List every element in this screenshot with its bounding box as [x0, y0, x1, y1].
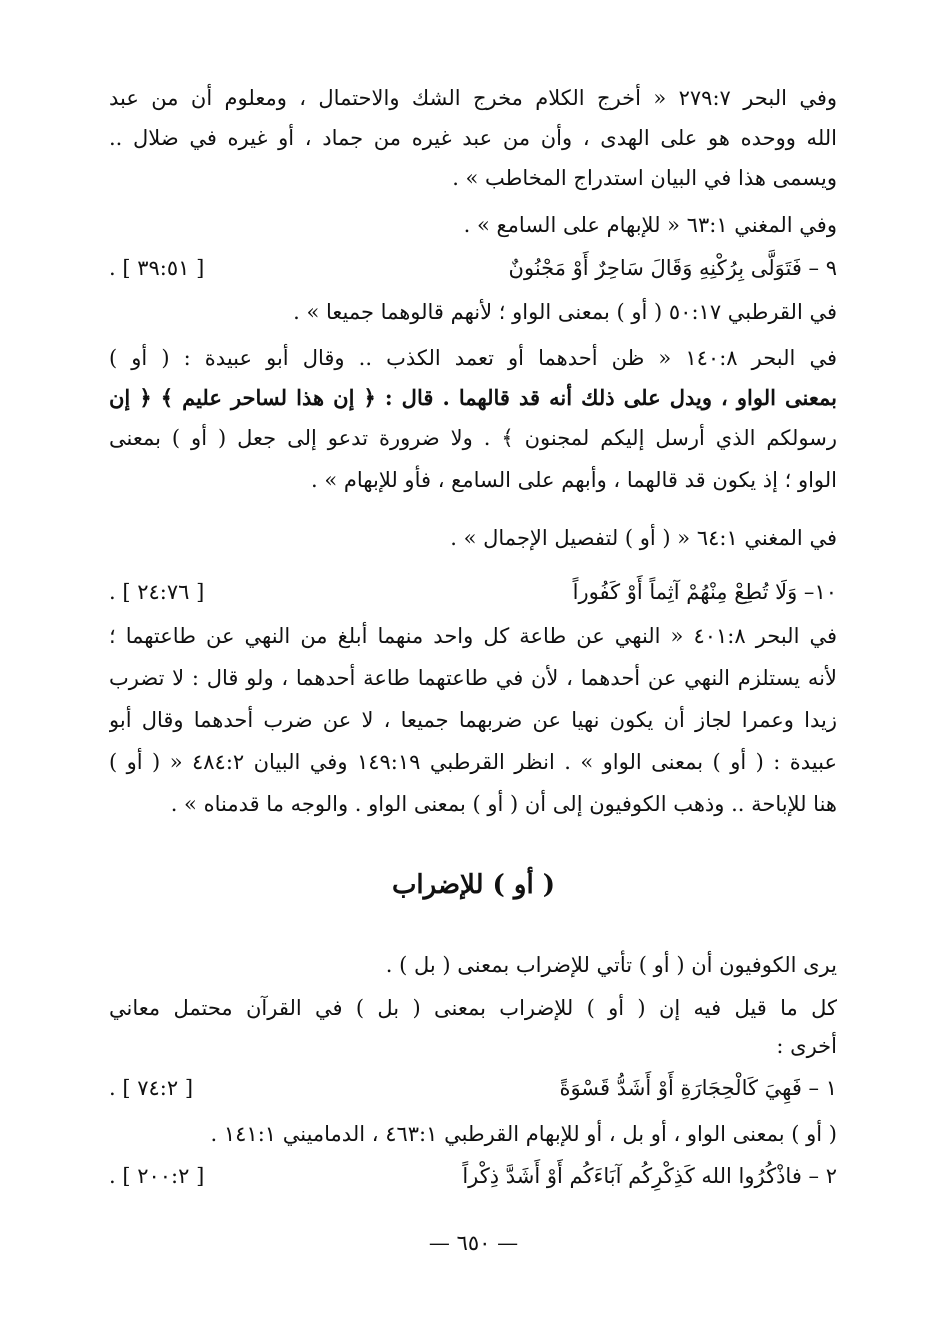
- verse-reference: [ ٢٠٠:٢ ] .: [109, 1164, 205, 1188]
- page-number: — ٦٥٠ —: [428, 1231, 519, 1255]
- verse-reference: [ ٧٤:٢ ] .: [109, 1076, 194, 1100]
- text-line: الواو ؛ إذ يكون قد قالهما ، وأبهم على السامع ، فأو للإبهام » .: [311, 468, 837, 492]
- text-line: عبيدة : ( أو ) بمعنى الواو » . انظر القرطبي ١٤٩:١٩ وفي البيان ٤٨٤:٢ « ( أو ): [109, 750, 837, 774]
- text-line: لأنه يستلزم النهي عن أحدهما ، لأن في طاعتهما طاعة أحدهما ، ولو قال : لا تضرب: [109, 666, 837, 690]
- verse-text: ٢ – فاذْكُرُوا الله كَذِكْرِكُم آبَاءَكُم أَوْ أَشَدَّ ذِكْراً: [462, 1164, 837, 1188]
- verse-text: ١ – فَهِيَ كَالْحِجَارَةِ أَوْ أَشَدُّ قَسْوَةً: [559, 1076, 837, 1100]
- text-line: في القرطبي ٥٠:١٧ ( أو ) بمعنى الواو ؛ لأنهم قالوهما جميعا » .: [293, 300, 837, 324]
- text-line: كل ما قيل فيه إن ( أو ) للإضراب بمعنى ( بل ) في القرآن محتمل معاني: [109, 996, 837, 1020]
- text-line: بمعنى الواو ، ويدل على ذلك أنه قد قالهما . قال : ﴿ إن هذا لساحر عليم ﴾ ﴿ إن: [109, 385, 837, 410]
- verse-text: ١٠– وَلَا تُطِعْ مِنْهُمْ آثِماً أَوْ كَفُوراً: [572, 580, 837, 604]
- section-heading: ( أو ) للإضراب: [391, 870, 556, 900]
- text-line: رسولكم الذي أرسل إليكم لمجنون ﴾ . ولا ضرورة تدعو إلى جعل ( أو ) بمعنى: [109, 426, 837, 450]
- quran-verse: [109, 1068, 837, 1108]
- text-line: وفي المغني ٦٣:١ « للإبهام على السامع » .: [463, 213, 837, 237]
- text-line: في البحر ١٤٠:٨ « ظن أحدهما أو تعمد الكذب .. وقال أبو عبيدة : ( أو ): [109, 346, 837, 370]
- text-line: الله ووحده هو على الهدى ، وأن من عبد غيره من جماد ، أو غيره في ضلال ..: [109, 126, 837, 150]
- verse-reference: [ ٢٤:٧٦ ] .: [109, 580, 205, 604]
- verse-text: ٩ – فَتَوَلَّى بِرُكْنِهِ وَقَالَ سَاحِرٌ أَوْ مَجْنُونٌ: [508, 256, 837, 280]
- text-line: وفي البحر ٢٧٩:٧ « أخرج الكلام مخرج الشك والاحتمال ، ومعلوم أن من عبد: [109, 86, 837, 110]
- text-line: يرى الكوفيون أن ( أو ) تأتي للإضراب بمعنى ( بل ) .: [385, 953, 837, 977]
- text-line: ( أو ) بمعنى الواو ، أو بل ، أو للإبهام القرطبي ٤٦٣:١ ، الدماميني ١٤١:١ .: [210, 1122, 837, 1146]
- text-line: في المغني ٦٤:١ « ( أو ) لتفصيل الإجمال » .: [450, 526, 837, 550]
- text-line: في البحر ٤٠١:٨ « النهي عن طاعة كل واحد منهما أبلغ من النهي عن طاعتهما ؛: [109, 624, 837, 648]
- quran-verse: [109, 1156, 837, 1196]
- quran-verse: [109, 248, 837, 288]
- text-line: زيدا وعمرا لجاز أن يكون نهيا عن ضربهما جميعا ، لا عن ضرب أحدهما وقال أبو: [109, 708, 837, 732]
- quran-verse: [109, 572, 837, 612]
- text-line: ويسمى هذا في البيان استدراج المخاطب » .: [452, 166, 837, 190]
- verse-reference: [ ٣٩:٥١ ] .: [109, 256, 205, 280]
- text-line: هنا للإباحة .. وذهب الكوفيون إلى أن ( أو ) بمعنى الواو . والوجه ما قدمناه » .: [170, 792, 837, 816]
- text-line: أخرى :: [776, 1034, 837, 1058]
